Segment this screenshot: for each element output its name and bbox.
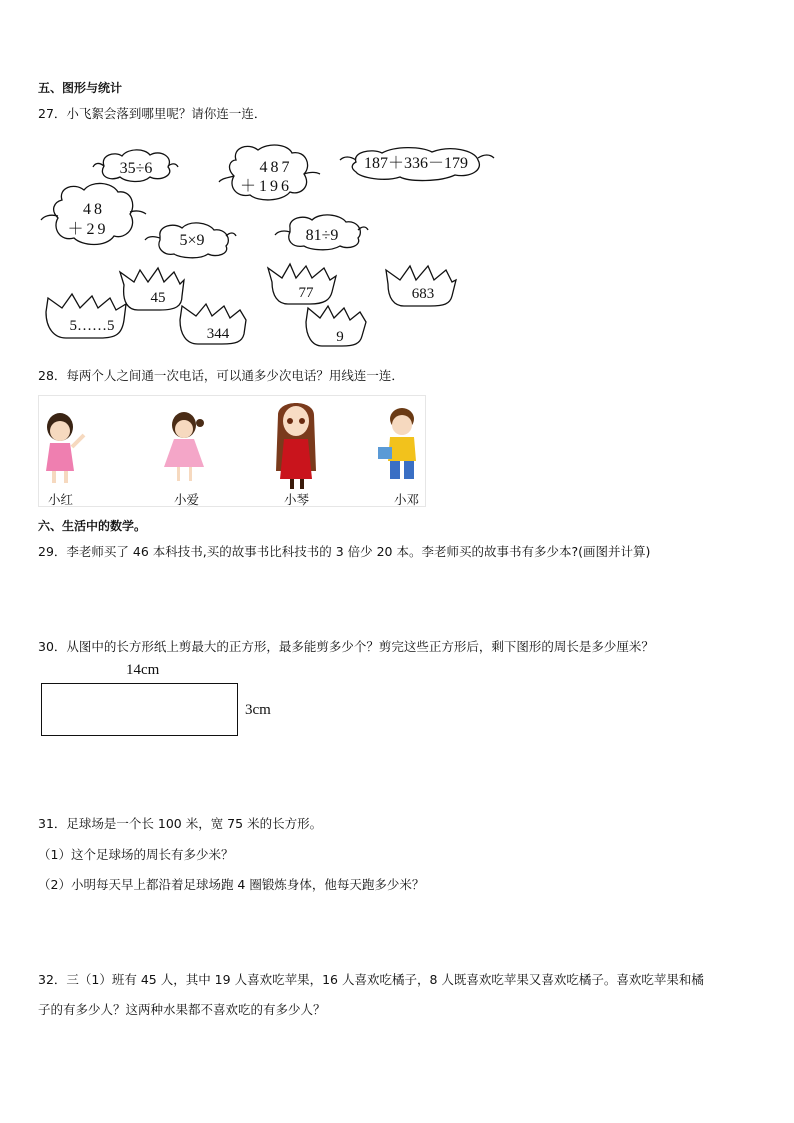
grass-label-77: 77 — [298, 285, 314, 301]
grass-label-344: 344 — [206, 326, 230, 342]
grass-label-9: 9 — [336, 329, 344, 345]
question-31-text: 31．足球场是一个长 100 米，宽 75 米的长方形。 — [38, 816, 323, 831]
cloud-label-35-div-6: 35÷6 — [119, 160, 153, 177]
name-xiaoqin: 小琴 — [284, 492, 310, 507]
question-31-part-2: （2）小明每天早上都沿着足球场跑 4 圈锻炼身体，他每天跑多少米？ — [38, 877, 425, 892]
child-xiaoqin-illustration — [276, 403, 316, 489]
child-xiaohong-illustration — [46, 413, 84, 483]
cloud-label-plus-29: ＋29 — [67, 221, 109, 238]
grass-label-45: 45 — [150, 290, 166, 306]
rectangle-length-label: 14cm — [126, 662, 160, 678]
four-children-figure — [38, 395, 426, 507]
question-32-line-2: 子的有多少人？这两种水果都不喜欢吃的有多少人？ — [38, 1002, 326, 1017]
rectangle-width-label: 3cm — [245, 702, 271, 718]
question-29-text: 29．李老师买了 46 本科技书,买的故事书比科技书的 3 倍少 20 本。李老师买的故事书有多少本?(画图并计算) — [38, 544, 651, 559]
name-xiaohong: 小红 — [48, 492, 74, 507]
cloud-label-5-times-9: 5×9 — [179, 232, 205, 249]
child-xiaoai-illustration — [164, 412, 204, 481]
name-xiaoai: 小爱 — [174, 492, 200, 507]
cloud-label-187-plus-336-minus-179: 187＋336－179 — [363, 155, 469, 172]
question-31-part-1: （1）这个足球场的周长有多少米？ — [38, 847, 234, 862]
question-28-text: 28．每两个人之间通一次电话，可以通多少次电话？用线连一连． — [38, 368, 404, 383]
grass-label-5-dots-5: 5……5 — [69, 318, 115, 334]
dandelion-matching-figure — [0, 140, 794, 350]
section-6-title: 六、生活中的数学。 — [38, 519, 147, 533]
grass-label-683: 683 — [411, 286, 435, 302]
cloud-label-plus-196: ＋196 — [239, 178, 293, 195]
cloud-label-487: 487 — [259, 159, 293, 176]
cloud-label-48: 48 — [83, 201, 105, 218]
child-xiaodeng-illustration — [378, 408, 416, 479]
paper-rectangle — [41, 683, 238, 736]
question-27-text: 27．小飞絮会落到哪里呢？请你连一连． — [38, 106, 267, 121]
name-xiaodeng: 小邓 — [394, 492, 420, 507]
question-32-line-1: 32．三（1）班有 45 人，其中 19 人喜欢吃苹果，16 人喜欢吃橘子，8 人既喜欢吃苹果又喜欢吃橘子。喜欢吃苹果和橘 — [38, 972, 704, 987]
section-5-title: 五、图形与统计 — [38, 81, 123, 95]
question-30-text: 30．从图中的长方形纸上剪最大的正方形，最多能剪多少个？剪完这些正方形后，剩下图形的周长是多少厘米？ — [38, 639, 654, 654]
cloud-label-81-div-9: 81÷9 — [305, 227, 339, 244]
